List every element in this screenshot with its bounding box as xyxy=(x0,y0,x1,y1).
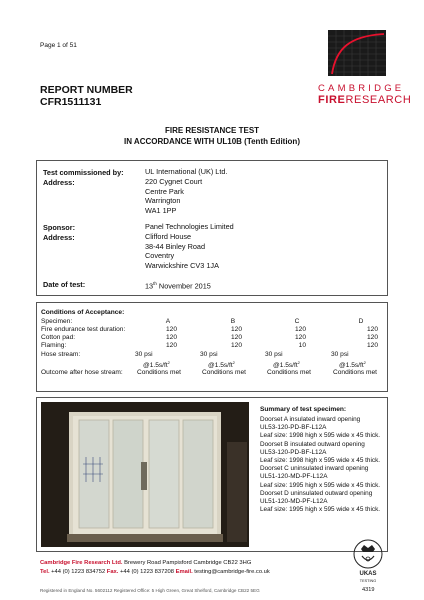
summary-line: Doorset B insulated outward opening xyxy=(260,440,365,448)
row-label: Cotton pad: xyxy=(41,334,76,341)
date-value xyxy=(145,279,211,291)
address-block xyxy=(145,177,202,215)
row-label: Specimen: xyxy=(41,318,73,325)
summary-line: Leaf size: 1998 high x 595 wide x 45 thick. xyxy=(260,432,381,440)
test-details-box xyxy=(36,160,388,296)
hose-value: 30 psi xyxy=(200,351,218,358)
summary-line: Doorset C uninsulated inward opening xyxy=(260,465,369,473)
sponsor-address-label: Address: xyxy=(43,233,75,242)
address-line: Clifford House xyxy=(145,232,192,241)
ukas-sub: TESTING xyxy=(359,579,377,583)
address-line: 220 Cygnet Court xyxy=(145,177,203,186)
brand-research: RESEARCH xyxy=(345,94,412,106)
brand-fire: FIRE xyxy=(318,94,346,106)
brand-cambridge: CAMBRIDGE xyxy=(318,83,405,94)
cell: 120 xyxy=(230,334,242,341)
hose-rate xyxy=(208,360,235,369)
date-day: 13 xyxy=(145,281,154,291)
fax-value: +44 (0) 1223 837208 xyxy=(118,569,176,575)
col-header: D xyxy=(358,318,364,325)
hose-rate xyxy=(143,360,170,369)
row-label: Hose stream: xyxy=(41,351,81,358)
hose-rate xyxy=(339,360,366,369)
hose-rate-sup: 2 xyxy=(232,360,235,365)
sponsor-value: Panel Technologies Limited xyxy=(145,222,234,231)
hose-value: 30 psi xyxy=(331,351,349,358)
cell: 120 xyxy=(230,326,242,333)
hose-rate-sup: 2 xyxy=(297,360,300,365)
footer-address xyxy=(40,560,251,566)
tel-value: +44 (0) 1223 834752 xyxy=(49,569,107,575)
hose-rate-text: @1.5s/ft xyxy=(273,362,298,370)
cell: 10 xyxy=(298,342,306,349)
email-label: Email. xyxy=(175,569,193,575)
ukas-logo xyxy=(350,538,386,584)
row-label: Outcome after hose stream: xyxy=(41,369,123,376)
crown-icon xyxy=(361,545,375,552)
hose-rate-text: @1.5s/ft xyxy=(339,362,364,370)
summary-list xyxy=(260,416,386,514)
conditions-heading: Conditions of Acceptance: xyxy=(41,309,125,316)
cell: 120 xyxy=(230,342,242,349)
footer-registration: Registered in England No. 5602112 Registered Office: 5 High Green, Great Shelford, Cambridge CB22 5EG xyxy=(40,588,260,593)
address-line: Warwickshire CV3 1JA xyxy=(145,260,219,270)
tel-label: Tel. xyxy=(40,569,50,575)
email-link[interactable]: testing@cambridge-fire.co.uk xyxy=(192,569,270,575)
summary-line: Leaf size: 1995 high x 595 wide x 45 thick. xyxy=(260,481,381,489)
col-header: C xyxy=(294,318,300,325)
cell: 120 xyxy=(165,334,177,341)
date-rest: November 2015 xyxy=(156,281,211,291)
document-subtitle: IN ACCORDANCE WITH UL10B (Tenth Edition) xyxy=(124,137,300,146)
outcome-value: Conditions met xyxy=(137,369,181,376)
hose-rate-sup: 2 xyxy=(167,360,170,365)
summary-line: UL51-120-MD-PF-L12A xyxy=(260,473,328,481)
cell: 120 xyxy=(366,334,378,341)
address-label: Address: xyxy=(43,178,75,187)
conditions-box xyxy=(36,302,388,392)
page-number: Page 1 of 51 xyxy=(40,42,77,49)
hose-rate-text: @1.5s/ft xyxy=(143,362,168,370)
cell: 120 xyxy=(366,326,378,333)
address-line: WA1 1PP xyxy=(145,205,177,215)
hose-value: 30 psi xyxy=(265,351,283,358)
summary-line: UL53-120-PD-BF-L12A xyxy=(260,424,327,432)
cell: 120 xyxy=(294,334,306,341)
col-header: A xyxy=(165,318,171,325)
sponsor-label: Sponsor: xyxy=(43,223,76,232)
address-line: 38-44 Binley Road xyxy=(145,241,206,251)
report-number-label: REPORT NUMBER xyxy=(40,84,133,96)
outcome-value: Conditions met xyxy=(202,369,246,376)
date-label: Date of test: xyxy=(43,280,86,289)
hose-rate xyxy=(273,360,300,369)
cell: 120 xyxy=(165,326,177,333)
ukas-label: UKAS xyxy=(359,571,377,577)
address-line: Warrington xyxy=(145,196,181,206)
footer-contact xyxy=(40,569,270,575)
ukas-number: 4319 xyxy=(362,587,375,593)
brand-fireresearch xyxy=(318,94,411,106)
footer-address-text: Brewery Road Pampisford Cambridge CB22 3HG xyxy=(122,560,252,566)
summary-line: UL51-120-MD-PF-L12A xyxy=(260,498,328,506)
cell: 120 xyxy=(366,342,378,349)
summary-heading: Summary of test specimen: xyxy=(260,406,347,413)
summary-line: Doorset A insulated inward opening xyxy=(260,416,361,423)
col-header: B xyxy=(230,318,236,325)
report-number-value: CFR1511131 xyxy=(40,96,102,108)
row-label: Flaming: xyxy=(41,342,67,349)
footer-company: Cambridge Fire Research Ltd. xyxy=(40,560,123,566)
sponsor-address-block xyxy=(145,232,219,270)
outcome-value: Conditions met xyxy=(267,369,311,376)
cfr-logo-graphic xyxy=(322,28,404,80)
summary-line: Leaf size: 1995 high x 595 wide x 45 thick. xyxy=(260,506,381,514)
commissioned-value: UL International (UK) Ltd. xyxy=(145,167,228,176)
row-label: Fire endurance test duration: xyxy=(41,326,126,333)
commissioned-label: Test commissioned by: xyxy=(43,168,124,177)
document-title: FIRE RESISTANCE TEST xyxy=(164,126,260,135)
outcome-value: Conditions met xyxy=(333,369,377,376)
cell: 120 xyxy=(165,342,177,349)
cell: 120 xyxy=(294,326,306,333)
address-line: Centre Park xyxy=(145,186,184,196)
address-line: Coventry xyxy=(145,251,175,261)
summary-line: UL53-120-PD-BF-L12A xyxy=(260,448,327,456)
summary-line: Leaf size: 1998 high x 595 wide x 45 thick. xyxy=(260,457,381,465)
hose-value: 30 psi xyxy=(135,351,153,358)
hose-rate-sup: 2 xyxy=(363,360,366,365)
fax-label: Fax. xyxy=(106,569,119,575)
hose-rate-text: @1.5s/ft xyxy=(208,362,233,370)
test-specimen-photo xyxy=(41,402,249,547)
date-suffix: th xyxy=(153,281,157,286)
summary-line: Doorset D uninsulated outward opening xyxy=(260,489,373,497)
